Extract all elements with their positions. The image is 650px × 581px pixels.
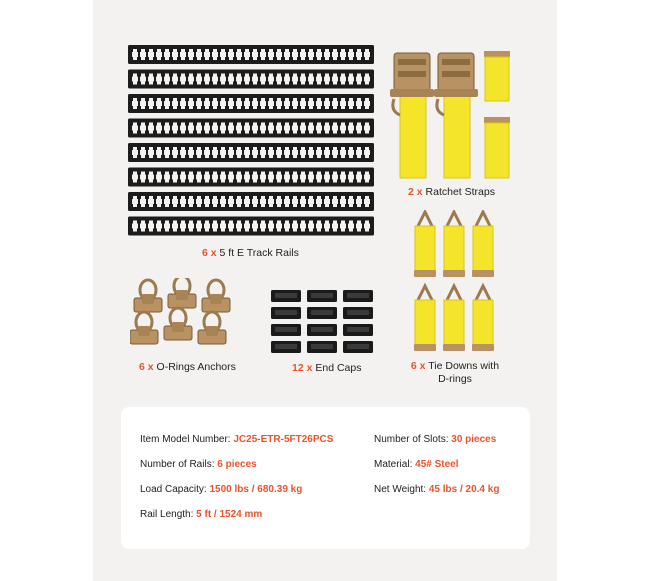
- d-ring-tie-down-icon: [410, 210, 500, 356]
- endcaps-qty: 12 x: [292, 362, 313, 374]
- spec-slots: [374, 434, 496, 445]
- e-track-rails-image: [128, 45, 374, 241]
- specifications-card: [121, 407, 530, 549]
- endcaps-label: End Caps: [315, 362, 362, 374]
- end-caps-image: [268, 288, 378, 356]
- spec-slots-value: 30 pieces: [451, 434, 497, 445]
- spec-capacity-value: 1500 lbs / 680.39 kg: [209, 484, 303, 495]
- spec-capacity: [140, 484, 302, 495]
- orings-qty: 6 x: [139, 361, 154, 373]
- ratchet-straps-image: [388, 45, 520, 180]
- end-cap-icon: [268, 288, 378, 356]
- spec-weight-label: Net Weight:: [374, 484, 427, 495]
- spec-weight: [374, 484, 499, 495]
- e-track-rail-icon: [128, 45, 374, 241]
- straps-qty: 2 x: [408, 186, 423, 198]
- ratchet-strap-icon: [388, 45, 520, 180]
- spec-slots-label: Number of Slots:: [374, 434, 449, 445]
- orings-caption: [139, 361, 236, 374]
- spec-weight-value: 45 lbs / 20.4 kg: [428, 484, 500, 495]
- spec-length: [140, 509, 262, 520]
- o-ring-anchors-image: [130, 278, 240, 356]
- spec-length-label: Rail Length:: [140, 509, 194, 520]
- spec-model-value: JC25-ETR-5FT26PCS: [233, 434, 334, 445]
- rails-caption: [202, 247, 299, 260]
- spec-model-label: Item Model Number:: [140, 434, 231, 445]
- spec-length-value: 5 ft / 1524 mm: [196, 509, 263, 520]
- orings-label: O-Rings Anchors: [156, 361, 236, 373]
- straps-caption: [408, 186, 495, 199]
- spec-material-value: 45# Steel: [415, 459, 459, 470]
- tiedowns-label-line2: D-rings: [438, 373, 472, 385]
- spec-rails-value: 6 pieces: [217, 459, 257, 470]
- endcaps-caption: [292, 362, 361, 375]
- tiedowns-qty: 6 x: [410, 360, 426, 372]
- rails-qty: 6 x: [202, 247, 217, 259]
- spec-capacity-label: Load Capacity:: [140, 484, 207, 495]
- spec-rails: [140, 459, 257, 470]
- spec-rails-label: Number of Rails:: [140, 459, 215, 470]
- spec-material: [374, 459, 459, 470]
- rails-label: 5 ft E Track Rails: [219, 247, 299, 259]
- tiedowns-caption: [400, 360, 510, 386]
- spec-model: [140, 434, 333, 445]
- spec-material-label: Material:: [374, 459, 413, 470]
- tie-downs-image: [410, 210, 500, 356]
- straps-label: Ratchet Straps: [425, 186, 495, 198]
- o-ring-anchor-icon: [130, 278, 240, 356]
- tiedowns-label-line1: Tie Downs with: [428, 360, 500, 372]
